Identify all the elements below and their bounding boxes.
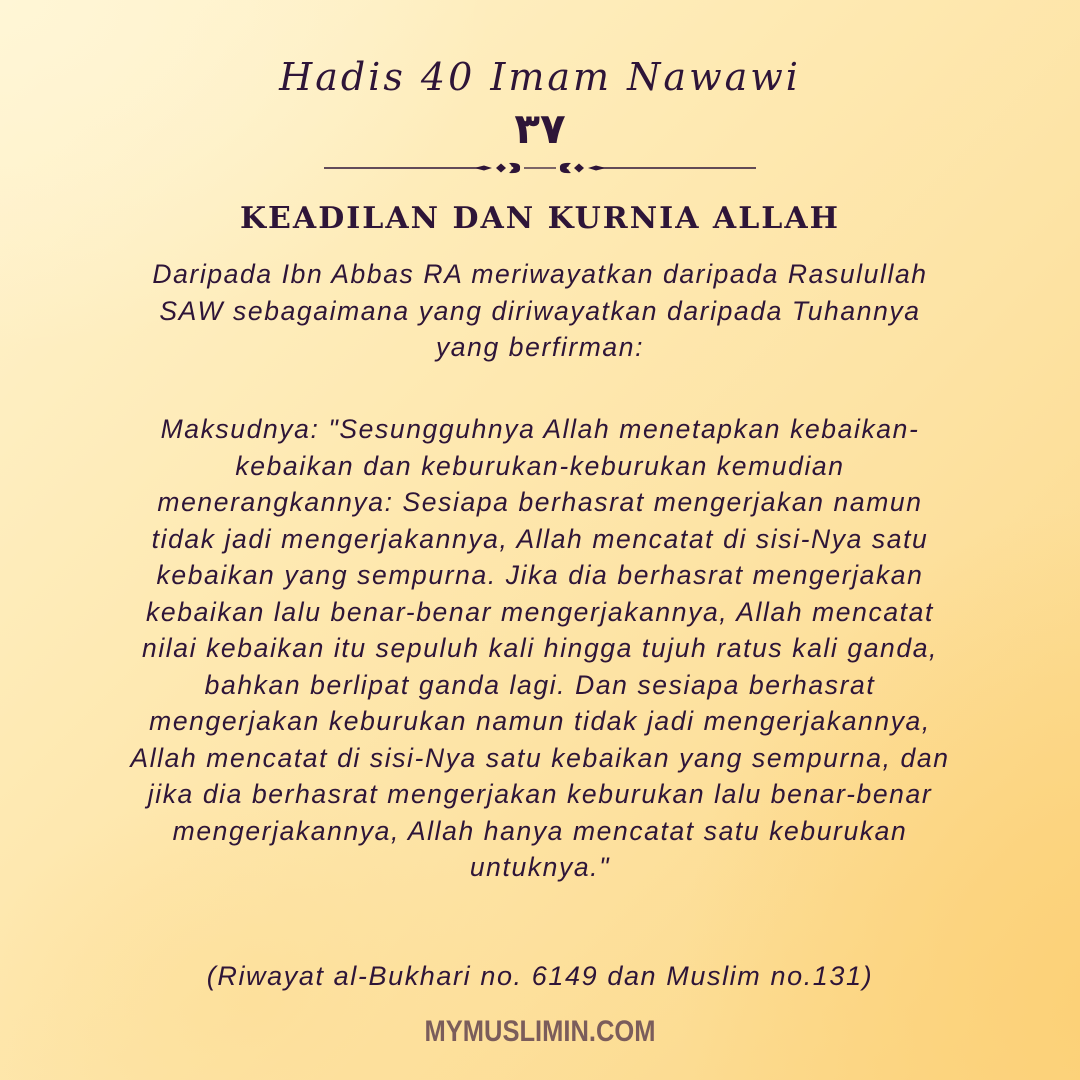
meaning-line: kebaikan dan keburukan-keburukan kemudian <box>235 450 845 481</box>
meaning-line: Allah mencatat di sisi-Nya satu kebaikan yang sempurna, dan <box>130 742 950 773</box>
brand-watermark: MYMUSLIMIN.COM <box>424 1015 656 1048</box>
meaning-line: mengerjakannya, Allah hanya mencatat satu keburukan <box>172 815 908 846</box>
hadith-intro <box>70 256 1010 366</box>
intro-line: SAW sebagaimana yang diriwayatkan daripada Tuhannya <box>159 295 921 326</box>
hadith-source-citation: (Riwayat al-Bukhari no. 6149 dan Muslim no.131) <box>206 961 874 991</box>
intro-line: Daripada Ibn Abbas RA meriwayatkan daripada Rasulullah <box>152 259 928 289</box>
meaning-line: jika dia berhasrat mengerjakan keburukan lalu benar-benar <box>147 779 933 809</box>
meaning-line: mengerjakan keburukan namun tidak jadi mengerjakannya, <box>149 706 931 736</box>
hadith-meaning <box>70 411 1010 886</box>
meaning-line: menerangkannya: Sesiapa berhasrat mengerjakan namun <box>157 487 923 517</box>
meaning-line: Maksudnya: "Sesungguhnya Allah menetapkan kebaikan- <box>160 414 920 444</box>
meaning-line: kebaikan lalu benar-benar mengerjakannya, Allah mencatat <box>146 596 934 627</box>
meaning-line: untuknya." <box>469 852 611 882</box>
meaning-line: kebaikan yang sempurna. Jika dia berhasrat mengerjakan <box>156 560 924 590</box>
meaning-line: tidak jadi mengerjakannya, Allah mencatat di sisi-Nya satu <box>151 523 929 554</box>
intro-line: yang berfirman: <box>435 332 645 362</box>
hadith-number: ٣٧ <box>514 104 566 153</box>
ornamental-divider-icon <box>324 160 756 176</box>
series-title: Hadis 40 Imam Nawawi <box>279 55 801 99</box>
meaning-line: nilai kebaikan itu sepuluh kali hingga tujuh ratus kali ganda, <box>141 633 939 663</box>
hadith-heading: KEADILAN DAN KURNIA ALLAH <box>239 201 841 236</box>
meaning-line: bahkan berlipat ganda lagi. Dan sesiapa berhasrat <box>204 669 876 700</box>
